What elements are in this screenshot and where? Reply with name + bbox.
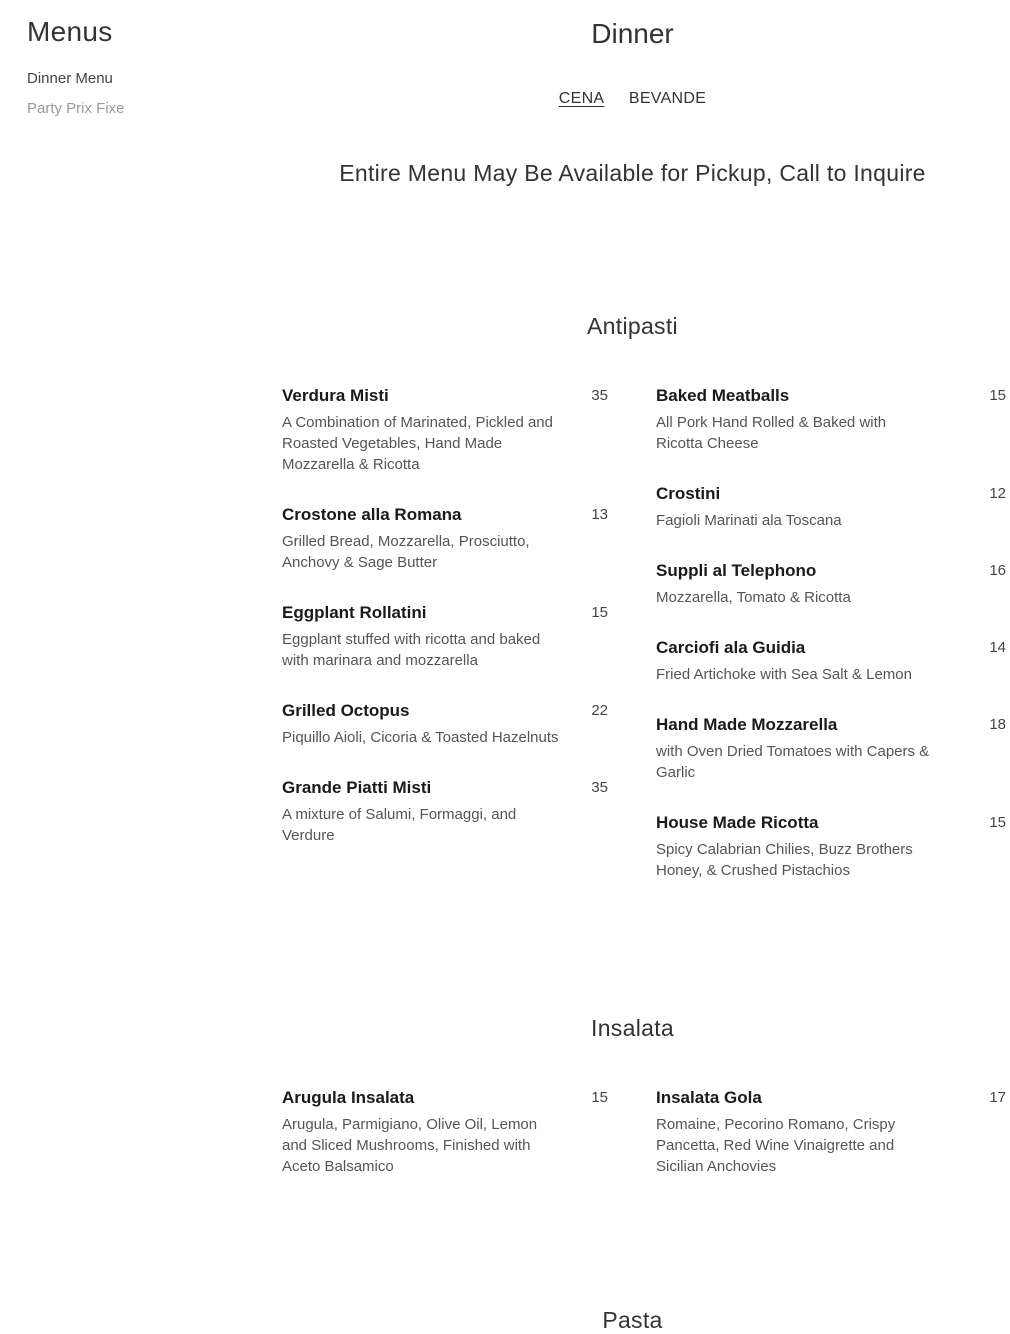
menu-item-price: 15 [591, 604, 608, 621]
menu-item-name: Eggplant Rollatini [282, 603, 427, 622]
menu-item-name: Carciofi ala Guidia [656, 638, 806, 657]
section-title-pasta: Pasta [602, 1307, 663, 1333]
menu-item-description: Spicy Calabrian Chilies, Buzz Brothers Honey, & Crushed Pistachios [656, 841, 913, 879]
section-title-insalata: Insalata [591, 1015, 674, 1041]
insalata-left-column [282, 1088, 620, 1207]
antipasti-right-column [656, 386, 1006, 911]
menu-tabs [270, 90, 995, 110]
menu-item-name: Baked Meatballs [656, 386, 790, 405]
menu-item [656, 484, 1006, 531]
menu-item-name: Grilled Octopus [282, 701, 410, 720]
tab-bevande[interactable]: BEVANDE [628, 90, 707, 107]
menu-item-name: Crostone alla Romana [282, 505, 462, 524]
menu-item-description: A Combination of Marinated, Pickled and Roasted Vegetables, Hand Made Mozzarella & Ricotta [282, 414, 553, 473]
menu-item-description: Eggplant stuffed with ricotta and baked with marinara and mozzarella [282, 631, 541, 669]
menu-item [656, 715, 1006, 783]
section-title-antipasti: Antipasti [587, 313, 678, 339]
menu-item-name: Grande Piatti Misti [282, 778, 432, 797]
menu-item-price: 18 [989, 716, 1006, 733]
menu-content [270, 16, 1006, 1334]
menu-title: Dinner [591, 18, 674, 49]
sidebar-link-dinner-menu[interactable]: Dinner Menu [27, 70, 113, 87]
menu-item [656, 638, 1006, 685]
menu-item [282, 1088, 620, 1177]
insalata-right-column [656, 1088, 1006, 1207]
menu-item-description: Piquillo Aioli, Cicoria & Toasted Hazelnuts [282, 729, 559, 746]
menu-item-price: 16 [989, 562, 1006, 579]
menu-item-price: 14 [989, 639, 1006, 656]
menu-item-name: House Made Ricotta [656, 813, 819, 832]
menu-item-name: Hand Made Mozzarella [656, 715, 838, 734]
menu-item [656, 386, 1006, 454]
menu-item [282, 701, 620, 748]
menu-item [282, 778, 620, 846]
menu-item-name: Insalata Gola [656, 1088, 762, 1107]
menu-item-price: 12 [989, 485, 1006, 502]
menu-item-price: 35 [591, 779, 608, 796]
sidebar [27, 16, 247, 130]
menu-item-price: 35 [591, 387, 608, 404]
antipasti-columns [270, 386, 1006, 911]
insalata-columns [270, 1088, 1006, 1207]
menu-item-description: Mozzarella, Tomato & Ricotta [656, 589, 851, 606]
menu-item [282, 505, 620, 573]
menu-item-price: 22 [591, 702, 608, 719]
menu-item-description: A mixture of Salumi, Formaggi, and Verdure [282, 806, 517, 844]
menu-item-description: Romaine, Pecorino Romano, Crispy Pancetta, Red Wine Vinaigrette and Sicilian Anchovies [656, 1116, 896, 1175]
tab-cena[interactable]: CENA [558, 90, 605, 107]
antipasti-left-column [282, 386, 620, 911]
menu-item [656, 561, 1006, 608]
menu-item [656, 813, 1006, 881]
menu-item-description: Grilled Bread, Mozzarella, Prosciutto, Anchovy & Sage Butter [282, 533, 530, 571]
sidebar-link-party-prix-fixe[interactable]: Party Prix Fixe [27, 100, 125, 117]
menu-item-description: Fried Artichoke with Sea Salt & Lemon [656, 666, 912, 683]
menu-item [282, 386, 620, 475]
pickup-notice: Entire Menu May Be Available for Pickup, Call to Inquire [339, 160, 926, 186]
menu-item-name: Suppli al Telephono [656, 561, 817, 580]
menu-item-description: with Oven Dried Tomatoes with Capers & Garlic [656, 743, 930, 781]
sidebar-title: Menus [27, 16, 113, 47]
menu-item-price: 13 [591, 506, 608, 523]
menu-item-description: All Pork Hand Rolled & Baked with Ricotta Cheese [656, 414, 887, 452]
menu-item-price: 15 [591, 1089, 608, 1106]
menu-item-price: 15 [989, 814, 1006, 831]
menu-item-price: 15 [989, 387, 1006, 404]
menu-item-name: Verdura Misti [282, 386, 389, 405]
menu-item-description: Fagioli Marinati ala Toscana [656, 512, 842, 529]
menu-item-price: 17 [989, 1089, 1006, 1106]
menu-item [656, 1088, 1006, 1177]
menu-item-name: Arugula Insalata [282, 1088, 415, 1107]
menu-item [282, 603, 620, 671]
menu-item-description: Arugula, Parmigiano, Olive Oil, Lemon and Sliced Mushrooms, Finished with Aceto Balsamico [282, 1116, 538, 1175]
menu-item-name: Crostini [656, 484, 721, 503]
